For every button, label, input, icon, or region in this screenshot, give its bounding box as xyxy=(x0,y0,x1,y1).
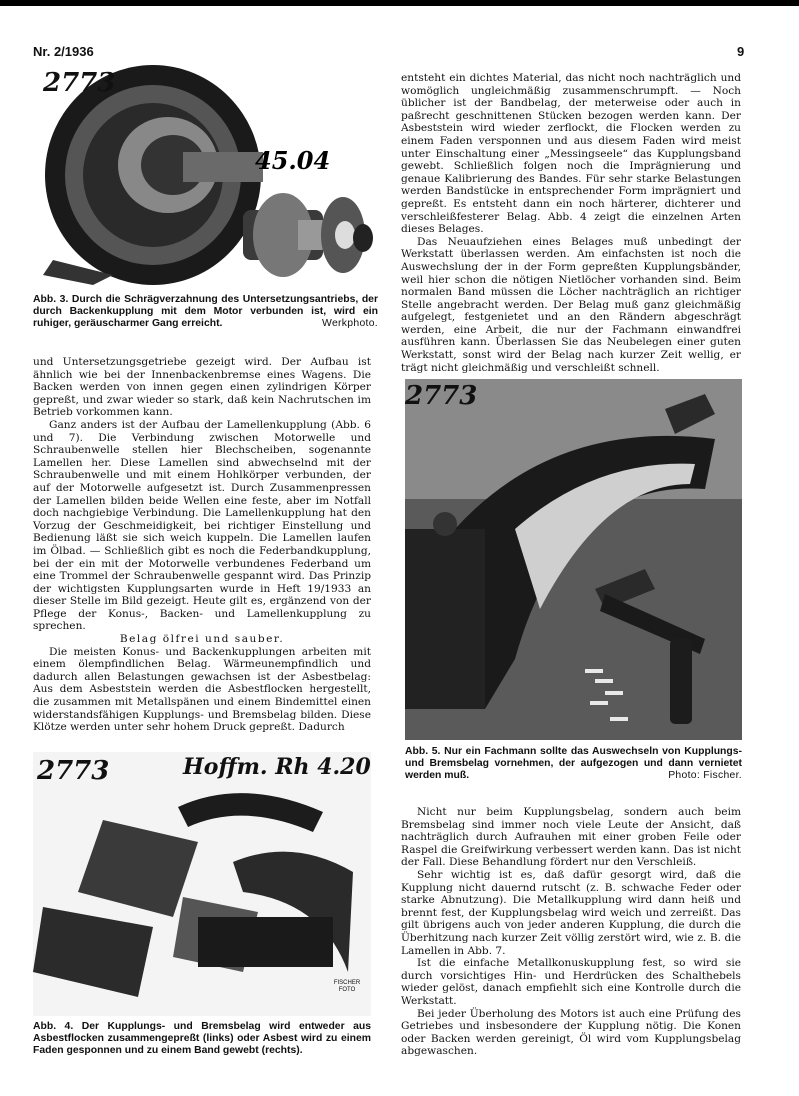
paragraph: Das Neuaufziehen eines Belages muß unbedingt der Werkstatt überlassen werden. Am einfachsten ist noch die Auswechslung der in der Form gepreßten Kupplungsbänder, weil hier schon die nötigen Nietlöcher vorhanden sind. Beim normalen Band müssen die Löcher nachträglich an richtiger Stelle angebracht werden. Der Belag muß ganz gleichmäßig aufgelegt, festgenietet und an den Rändern abgeschrägt werden, eine Arbeit, die nur der Fachmann einwandfrei ausführen kann. Überlassen Sie das Neubelegen einer guten Werkstatt, sonst wird der Belag nach kurzer Zeit wellig, er trägt nicht gleichmäßig und verschleißt schnell. xyxy=(401,235,741,374)
left-column-text xyxy=(33,356,371,734)
paragraph: Nicht nur beim Kupplungsbelag, sondern auch beim Bremsbelag sind immer noch viele Leute der Ansicht, daß nachträglich durch Aufrauhen mit einer groben Feile oder Raspel die Greifwirkung verbessert werden kann. Das ist nicht der Fall. Diese Behandlung fördert nur den Verschleiß. xyxy=(401,806,741,869)
figure-5-photo xyxy=(405,379,742,740)
handwritten-note: 45.04 xyxy=(255,146,331,175)
figure-4-caption: Abb. 4. Der Kupplungs- und Bremsbelag wird entweder aus Asbestflocken zusammengepreßt (links) oder Asbest wird zu einem Faden gesponnen und zu einem Band gewebt (rechts). xyxy=(33,1021,371,1057)
paragraph: Die meisten Konus- und Backenkupplungen arbeiten mit einem ölempfindlichen Belag. Wärmeunempfindlich und dadurch allen Belastungen gewachsen ist der Asbestbelag: Aus dem Asbeststein werden die Asbestflocken hergestellt, die zusammen mit Metallspänen und einem Bindemittel einen widerstandsfähigen Kupplungs- und Bremsbelag bilden. Diese Klötze werden unter sehr hohem Druck gepreßt. Dadurch xyxy=(33,645,371,734)
figure-3-caption-text: Abb. 3. Durch die Schrägverzahnung des Untersetzungsantriebs, der durch Backenkupplung mit dem Motor verbunden ist, wird ein ruhiger, geräuscharmer Gang erreicht. xyxy=(33,294,378,330)
right-column-top-text xyxy=(401,72,741,374)
photographer-stamp: FISCHER FOTO xyxy=(333,980,361,993)
handwritten-note: Hoffm. Rh 4.20 xyxy=(183,754,371,780)
section-heading: Belag ölfrei und sauber. xyxy=(119,633,285,646)
figure-5-caption xyxy=(405,746,742,783)
figure-5-credit: Photo: Fischer. xyxy=(668,770,742,782)
figure-3-photo xyxy=(33,60,378,292)
workshop-image xyxy=(405,379,742,740)
figure-4-photo xyxy=(33,752,371,1016)
brake-lining-image xyxy=(33,752,371,1016)
issue-number: Nr. 2/1936 xyxy=(33,44,94,59)
paragraph: und Untersetzungsgetriebe gezeigt wird. Der Aufbau ist ähnlich wie bei der Innenbackenbremse eines Wagens. Die Backen werden von innen gegen einen zylindrigen Körper gepreßt, und zwar wieder so stark, daß kein Nachrutschen im Betrieb vorkommen kann. xyxy=(33,356,371,419)
paragraph: entsteht ein dichtes Material, das nicht noch nachträglich und womöglich ungleichmäßig zusammenschrumpft. — Noch üblicher ist der Bandbelag, der meterweise oder auch in paßrecht geschnittenen Stücken bezogen werden kann. Der Asbeststein wird wieder zerflockt, die Flocken werden zu einem Faden versponnen und aus diesem Faden wird meist unter Einschaltung einer „Messingseele“ das Kupplungsband gewebt. Schließlich folgen noch die Imprägnierung und genaue Kalibrierung des Bandes. Für sehr starke Belastungen werden Bandstücke in entsprechender Form imprägniert und gepreßt. Es entsteht dann ein noch härterer, dichterer und verschleißfesterer Belag. Abb. 4 zeigt die einzelnen Arten dieses Belages. xyxy=(401,72,741,236)
handwritten-id: 2773 xyxy=(37,756,110,786)
handwritten-id: 2773 xyxy=(405,381,478,411)
paragraph: Bei jeder Überholung des Motors ist auch eine Prüfung des Getriebes und insbesondere der Kupplung nötig. Die Konen oder Backen werden gereinigt, Öl wird vom Kupplungsbelag abgewaschen. xyxy=(401,1007,741,1058)
page-number: 9 xyxy=(737,44,745,59)
figure-5-caption-text: Abb. 5. Nur ein Fachmann sollte das Auswechseln von Kupplungs- und Bremsbelag vornehmen, der aufgezogen und dann vernietet werden muß. xyxy=(405,746,742,782)
handwritten-id: 2773 xyxy=(43,68,116,98)
paragraph: Ganz anders ist der Aufbau der Lamellenkupplung (Abb. 6 und 7). Die Verbindung zwischen Motorwelle und Schraubenwelle stellen hier Blechscheiben, sogenannte Lamellen her. Diese Lamellen sind abwechselnd mit der Schraubenwelle und mit einem Hohlkörper verbunden, der auf der Motorwelle aufgesetzt ist. Durch Zusammenpressen der Lamellen bilden beide Wellen eine feste, aber im Notfall doch nachgiebige Verbindung. Die Lamellenkupplung hat den Vorzug der Geschmeidigkeit, bei richtiger Einstellung und Bedienung läßt sie sich weich kuppeln. Die Lamellen laufen im Ölbad. — Schließlich gibt es noch die Federbandkupplung, bei der ein mit der Motorwelle verbundenes Federband um eine Trommel der Schraubenwelle gespannt wird. Das Prinzip der wichtigsten Kupplungsarten wurde in Heft 19/1933 an dieser Stelle im Bild gezeigt. Heute gilt es, ergänzend von der Pflege der Konus-, Backen- und Lamellenkupplung zu sprechen. xyxy=(33,418,371,633)
figure-3-credit: Werkphoto. xyxy=(322,318,378,330)
top-border xyxy=(0,0,799,6)
right-column-bottom-text xyxy=(401,806,741,1058)
paragraph: Sehr wichtig ist es, daß dafür gesorgt wird, daß die Kupplung nicht dauernd rutscht (z. B. schwache Feder oder starke Abnutzung). Die Metallkupplung wird dann heiß und brennt fest, der Kupplungsbelag wird weich und zerreißt. Das gilt übrigens auch von jeder anderen Kupplung, die durch die Überhitzung nach kurzer Zeit völlig zerstört wird, wie z. B. die Lamellen in Abb. 7. xyxy=(401,868,741,957)
figure-3-caption xyxy=(33,294,378,331)
paragraph: Ist die einfache Metallkonuskupplung fest, so wird sie durch vorsichtiges Hin- und Herdrücken des Schalthebels wieder gelöst, danach empfiehlt sich eine Kontrolle durch die Werkstatt. xyxy=(401,957,741,1007)
